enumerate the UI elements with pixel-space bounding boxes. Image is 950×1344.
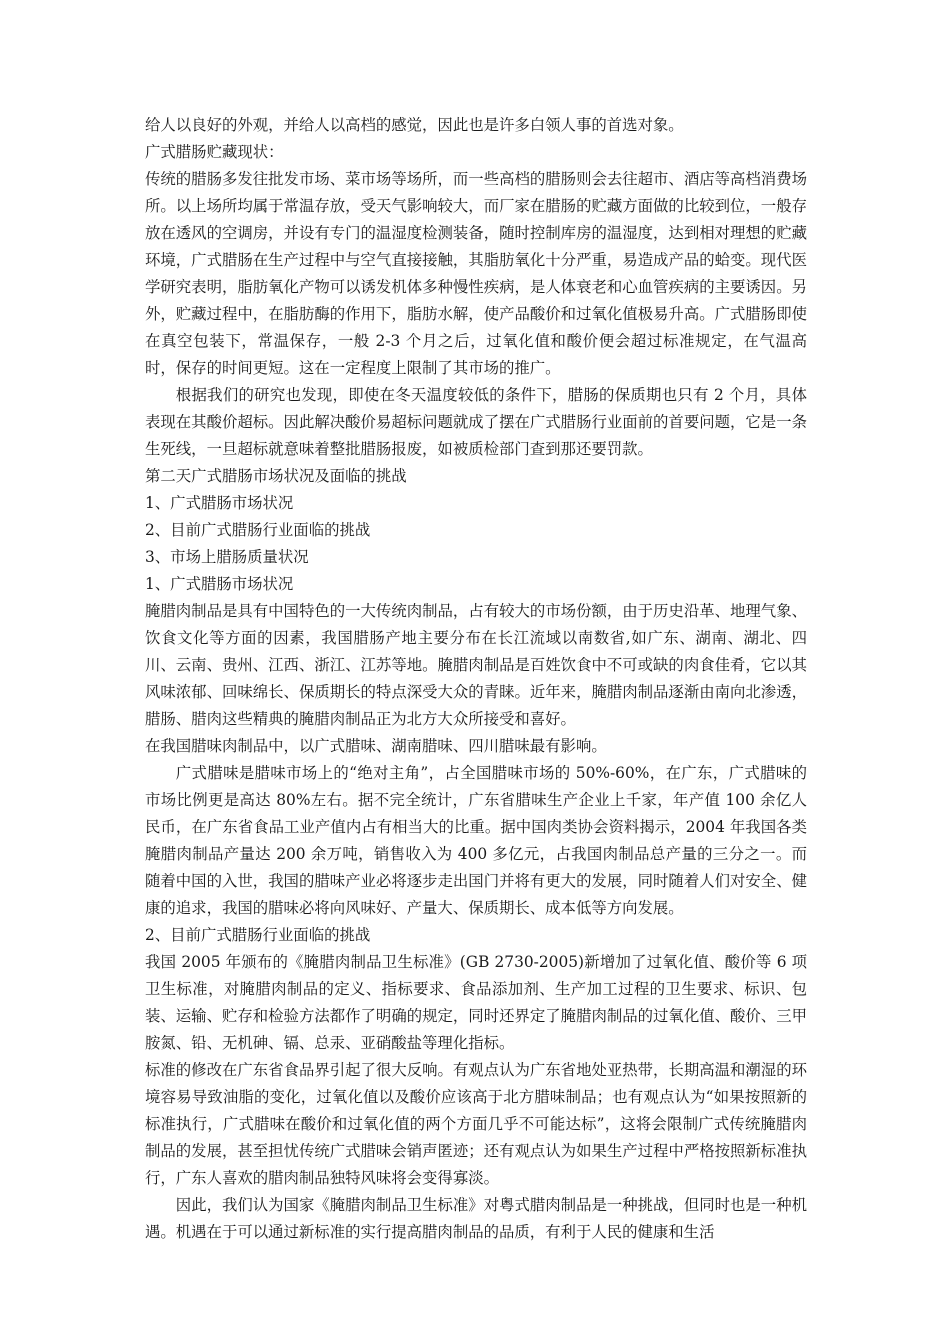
paragraph: 我国 2005 年颁布的《腌腊肉制品卫生标准》(GB 2730-2005)新增加了过氧化值、酸价等 6 项卫生标准，对腌腊肉制品的定义、指标要求、食品添加剂、生产加工过程的卫生要求、标识、包装、运输、贮存和检验方法都作了明确的规定，同时还界定了腌腊肉制品的过氧化值、酸价、三甲胺氮、铅、无机砷、镉、总汞、亚硝酸盐等理化指标。 xyxy=(145,953,807,1052)
paragraph: 广式腊味是腊味市场上的“绝对主角”，占全国腊味市场的 50%-60%，在广东，广式腊味的市场比例更是高达 80%左右。据不完全统计，广东省腊味生产企业上千家，年产值 100 余亿人民币，在广东省食品工业产值内占有相当大的比重。据中国肉类协会资料揭示，2004 年我国各类腌腊肉制品产量达 200 余万吨，销售收入为 400 多亿元，占我国肉制品总产量的三分之一。而随着中国的入世，我国的腊味产业必将逐步走出国门并将有更大的发展，同时随着人们对安全、健康的追求，我国的腊味必将向风味好、产量大、保质期长、成本低等方向发展。 xyxy=(145,764,807,917)
paragraph: 2、目前广式腊肠行业面临的挑战 xyxy=(145,926,371,944)
paragraph: 根据我们的研究也发现，即使在冬天温度较低的条件下，腊肠的保质期也只有 2 个月，具体表现在其酸价超标。因此解决酸价易超标问题就成了摆在广式腊肠行业面前的首要问题，它是一条生死线，一旦超标就意味着整批腊肠报废，如被质检部门查到那还要罚款。 xyxy=(145,386,807,458)
paragraph: 在我国腊味肉制品中，以广式腊味、湖南腊味、四川腊味最有影响。 xyxy=(145,737,607,755)
paragraph: 腌腊肉制品是具有中国特色的一大传统肉制品，占有较大的市场份额，由于历史沿革、地理气象、饮食文化等方面的因素，我国腊肠产地主要分布在长江流域以南数省,如广东、湖南、湖北、四川、云南、贵州、江西、浙江、江苏等地。腌腊肉制品是百姓饮食中不可或缺的肉食佳肴，它以其风味浓郁、回味绵长、保质期长的特点深受大众的青睐。近年来，腌腊肉制品逐渐由南向北渗透，腊肠、腊肉这些精典的腌腊肉制品正为北方大众所接受和喜好。 xyxy=(145,602,807,728)
paragraph: 1、广式腊肠市场状况 xyxy=(145,494,294,512)
paragraph: 广式腊肠贮藏现状： xyxy=(145,143,284,161)
paragraph: 3、市场上腊肠质量状况 xyxy=(145,548,309,566)
paragraph: 给人以良好的外观，并给人以高档的感觉，因此也是许多白领人事的首选对象。 xyxy=(145,116,684,134)
paragraph: 第二天广式腊肠市场状况及面临的挑战 xyxy=(145,467,407,485)
paragraph: 1、广式腊肠市场状况 xyxy=(145,575,294,593)
paragraph: 标准的修改在广东省食品界引起了很大反响。有观点认为广东省地处亚热带，长期高温和潮湿的环境容易导致油脂的变化，过氧化值以及酸价应该高于北方腊味制品；也有观点认为“如果按照新的标准执行，广式腊味在酸价和过氧化值的两个方面几乎不可能达标”，这将会限制广式传统腌腊肉制品的发展，甚至担忧传统广式腊味会销声匿迹；还有观点认为如果生产过程中严格按照新标准执行，广东人喜欢的腊肉制品独特风味将会变得寡淡。 xyxy=(145,1061,807,1187)
paragraph: 2、目前广式腊肠行业面临的挑战 xyxy=(145,521,371,539)
paragraph: 传统的腊肠多发往批发市场、菜市场等场所，而一些高档的腊肠则会去往超市、酒店等高档消费场所。以上场所均属于常温存放，受天气影响较大，而厂家在腊肠的贮藏方面做的比较到位，一般存放在透风的空调房，并设有专门的温湿度检测装备，随时控制库房的温湿度，达到相对理想的贮藏环境，广式腊肠在生产过程中与空气直接接触，其脂肪氧化十分严重，易造成产品的蛤变。现代医学研究表明，脂肪氧化产物可以诱发机体多种慢性疾病，是人体衰老和心血管疾病的主要诱因。另外，贮藏过程中，在脂肪酶的作用下，脂肪水解，使产品酸价和过氧化值极易升高。广式腊肠即使在真空包装下，常温保存，一般 2-3 个月之后，过氧化值和酸价便会超过标准规定，在气温高时，保存的时间更短。这在一定程度上限制了其市场的推广。 xyxy=(145,170,807,377)
document-body xyxy=(145,112,807,1246)
paragraph: 因此，我们认为国家《腌腊肉制品卫生标准》对粤式腊肉制品是一种挑战，但同时也是一种机遇。机遇在于可以通过新标准的实行提高腊肉制品的品质，有利于人民的健康和生活 xyxy=(145,1196,807,1241)
